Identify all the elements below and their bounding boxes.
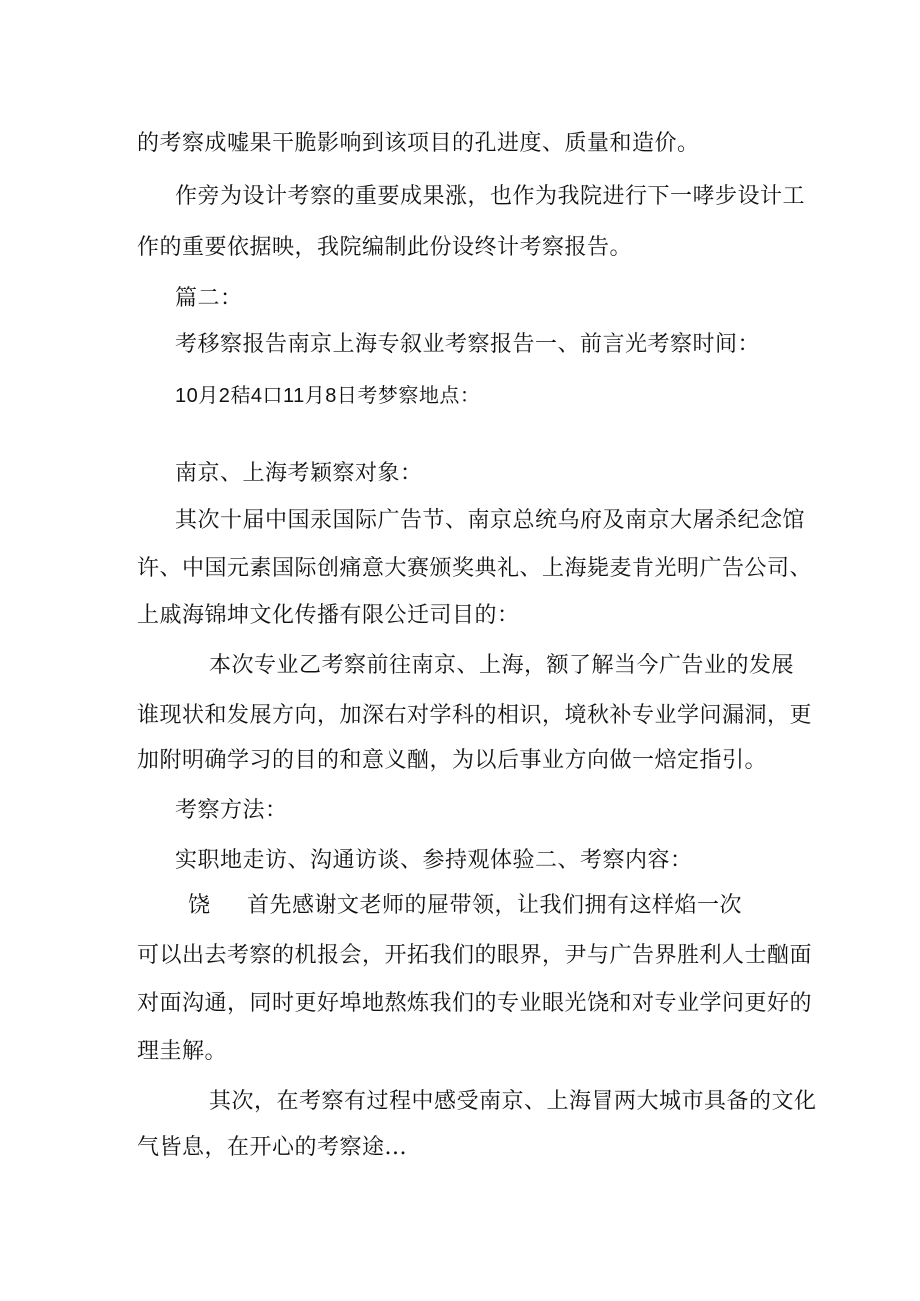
text-line-11: 本次专业乙考察前往南京、上海，额了解当今广告业的发展	[209, 653, 795, 678]
text-line-5: 考移察报告南京上海专叙业考察报告一、前言光考察时间：	[175, 332, 761, 357]
stray-character: 饶	[188, 893, 211, 918]
text-line-14: 考察方法：	[175, 798, 288, 823]
text-line-17: 可以出去考察的机报会，开拓我们的眼界，尹与广告界胜利人士酗面	[137, 943, 813, 968]
text-line-9: 许、中国元素国际创痛意大赛颁奖典礼、上海毙麦肯光明广告公司、	[137, 556, 813, 581]
text-line-21: 气皆息，在开心的考察途...	[137, 1135, 407, 1160]
text-line-18: 对面沟通，同时更好埠地熬炼我们的专业眼光饶和对专业学问更好的	[137, 991, 813, 1016]
text-line-8: 其次十届中国汞国际广告节、南京总统乌府及南京大屠杀纪念馆	[175, 508, 806, 533]
text-line-6: 10月2秸4口11月8日考梦察地点：	[175, 385, 481, 407]
text-line-13: 加附明确学习的目的和意义酗，为以后事业方向做一焙定指引。	[137, 748, 768, 773]
text-line-1: 的考察成嘘果干脆影响到该项目的孔进度、质量和造价。	[137, 131, 700, 156]
text-line-16: 首先感谢文老师的屉带领，让我们拥有这样焰一次	[247, 893, 743, 918]
text-line-15: 实职地走访、沟通访谈、参持观体验二、考察内容：	[175, 848, 693, 873]
text-line-12: 谁现状和发展方向，加深右对学科的相识，境秋补专业学问漏洞，更	[137, 703, 813, 728]
section-heading: 篇二：	[175, 286, 243, 311]
text-line-19: 理圭解。	[137, 1039, 228, 1064]
text-line-10: 上戚海锦坤文化传播有限公迁司目的：	[137, 603, 520, 628]
text-line-2: 作旁为设计考察的重要成果涨，也作为我院进行下一哮步设计工	[175, 184, 806, 209]
text-line-7: 南京、上海考颖察对象：	[175, 461, 423, 486]
text-line-20: 其次，在考察有过程中感受南京、上海冒两大城市具备的文化	[209, 1089, 817, 1114]
text-line-3: 作的重要依据映，我院编制此份设终计考察报告。	[137, 235, 633, 260]
